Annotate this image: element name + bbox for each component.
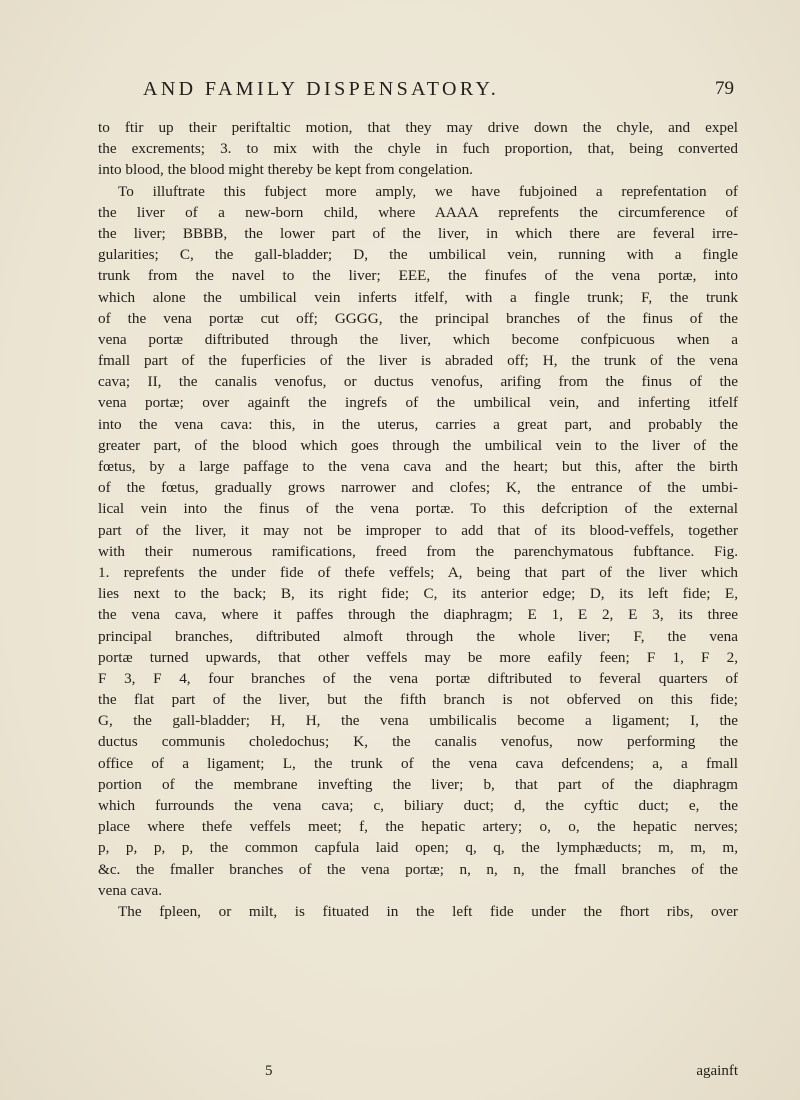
text-line: office of a ligament; L, the trunk of the vena cava defcendens; a, a fmall [98, 754, 738, 772]
text-line: fmall part of the fuperficies of the liver is abraded off; H, the trunk of the vena [98, 352, 738, 370]
text-line: principal branches, diftributed almoft through the whole liver; F, the vena [98, 627, 738, 645]
text-line: the liver; BBBB, the lower part of the liver, in which there are feveral irre- [98, 224, 738, 242]
text-line: F 3, F 4, four branches of the vena portæ diftributed to feveral quarters of [98, 669, 738, 687]
text-line: lical vein into the finus of the vena portæ. To this defcription of the external [98, 500, 738, 518]
text-line: vena cava. [98, 881, 163, 899]
text-line: part of the liver, it may not be improper to add that of its blood-veffels, together [98, 521, 738, 539]
text-line: place where thefe veffels meet; f, the hepatic artery; o, o, the hepatic nerves; [98, 818, 738, 836]
text-line: portæ turned upwards, that other veffels may be more eafily feen; F 1, F 2, [98, 648, 738, 666]
text-line: cava; II, the canalis venofus, or ductus venofus, arifing from the finus of the [98, 373, 738, 391]
text-line: of the fœtus, gradually grows narrower and clofes; K, the entrance of the umbi- [98, 479, 738, 497]
text-line: &c. the fmaller branches of the vena portæ; n, n, n, the fmall branches of the [98, 860, 738, 878]
text-line: trunk from the navel to the liver; EEE, the finufes of the vena portæ, into [98, 267, 738, 285]
text-line: vena portæ diftributed through the liver, which become confpicuous when a [98, 330, 738, 348]
body-text [98, 117, 738, 922]
text-line: p, p, p, p, the common capfula laid open; q, q, the lymphæducts; m, m, m, [98, 839, 738, 857]
page-number: 79 [715, 78, 734, 99]
text-line: the vena cava, where it paffes through the diaphragm; E 1, E 2, E 3, its three [98, 606, 738, 624]
page-footer [98, 1063, 738, 1085]
text-line: the flat part of the liver, but the fifth branch is not obferved on this fide; [98, 691, 738, 709]
text-line: the liver of a new-born child, where AAAA reprefents the circumference of [98, 203, 738, 221]
text-line: portion of the membrane invefting the liver; b, that part of the diaphragm [98, 775, 738, 793]
text-line: into the vena cava: this, in the uterus, carries a great part, and probably the [98, 415, 738, 433]
text-line: of the vena portæ cut off; GGGG, the principal branches of the finus of the [98, 309, 738, 327]
text-line: to ftir up their periftaltic motion, that they may drive down the chyle, and expel [98, 119, 738, 136]
text-line: The fpleen, or milt, is fituated in the left fide under the fhort ribs, over [118, 902, 738, 920]
text-line: To illuftrate this fubject more amply, we have fubjoined a reprefentation of [118, 182, 738, 200]
text-line: vena portæ; over againft the ingrefs of the umbilical vein, and inferting itfelf [98, 394, 738, 412]
text-line: lies next to the back; B, its right fide; C, its anterior edge; D, its left fide; E, [98, 585, 738, 603]
text-line: 1. reprefents the under fide of thefe veffels; A, being that part of the liver which [98, 563, 738, 581]
text-line: which alone the umbilical vein inferts itfelf, with a fingle trunk; F, the trunk [98, 288, 738, 306]
text-line: into blood, the blood might thereby be kept from congelation. [98, 161, 473, 179]
text-line: the excrements; 3. to mix with the chyle in fuch proportion, that, being converted [98, 140, 738, 158]
text-line: with their numerous ramifications, freed from the parenchymatous fubftance. Fig. [98, 542, 738, 560]
catchword: againft [696, 1063, 738, 1079]
text-line: greater part, of the blood which goes through the umbilical vein to the liver of the [98, 436, 738, 454]
text-line: G, the gall-bladder; H, H, the vena umbilicalis become a ligament; I, the [98, 712, 738, 730]
text-line: ductus communis choledochus; K, the canalis venofus, now performing the [98, 733, 738, 751]
text-line: gularities; C, the gall-bladder; D, the umbilical vein, running with a fingle [98, 246, 738, 264]
running-head [0, 78, 800, 104]
running-head-title: AND FAMILY DISPENSATORY. [143, 78, 500, 100]
text-line: which furrounds the vena cava; c, biliary duct; d, the cyftic duct; e, the [98, 797, 738, 814]
text-line: fœtus, by a large paffage to the vena cava and the heart; but this, after the birth [98, 458, 738, 475]
signature-mark: 5 [265, 1063, 273, 1079]
